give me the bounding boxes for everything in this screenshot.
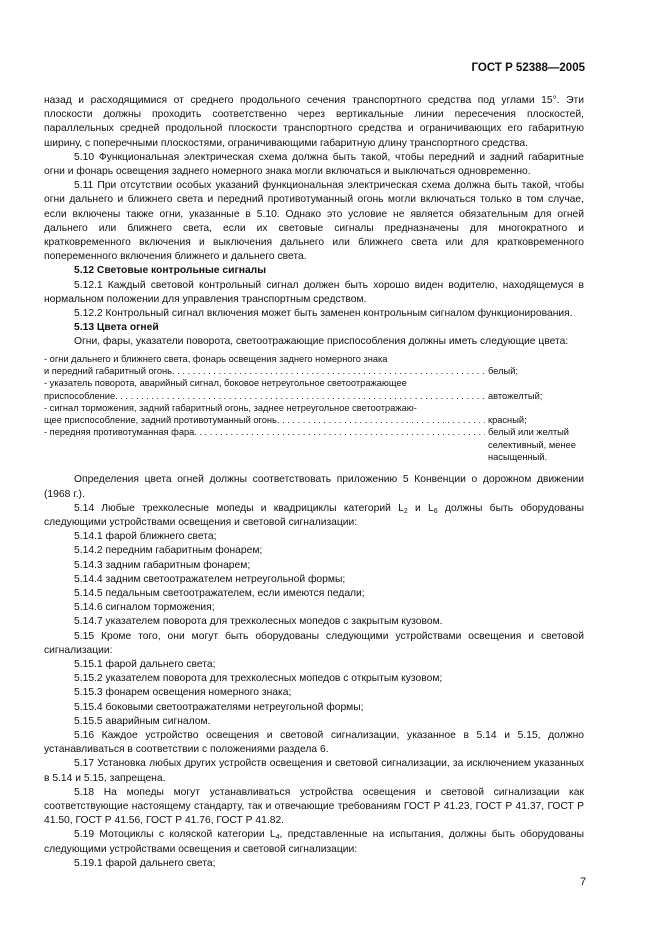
paragraph-5-13: Огни, фары, указатели поворота, светоотражающие приспособления должны иметь следующие цвета: xyxy=(74,336,569,348)
list-item: 5.14.6 сигналом торможения; xyxy=(74,602,215,614)
list-item-5-19-1: 5.19.1 фарой дальнего света; xyxy=(74,857,216,869)
color-list-value-line: селективный, менее xyxy=(488,439,576,450)
list-item: 5.15.3 фонарем освещения номерного знака; xyxy=(74,687,292,699)
color-list-label-line: - указатель поворота, аварийный сигнал, боковое нетреугольное светоотражающее xyxy=(44,378,407,389)
color-list-row xyxy=(44,426,584,463)
color-list-value-line: белый или желтый xyxy=(488,427,569,438)
paragraph-intro: назад и расходящимися от среднего продольного сечения транспортного средства под углами 15°. Эти плоскости должны проходить соответственно через вертикальные линии пересечения плоскостей, параллельных средней продольной плоскости транспортного средства и ограничивающих его габаритную ширину, с поперечными плоскостями, ограничивающими габаритную длину транспортного средства. xyxy=(44,95,584,149)
paragraph-5-14: 5.14 Любые трехколесные мопеды и квадрициклы категорий $L_2$ и $L_6$ должны быть оборудованы следующими устройствами освещения и световой сигнализации: xyxy=(44,502,584,528)
color-list-value-spacer xyxy=(488,402,584,414)
color-list-value-spacer xyxy=(488,353,584,365)
color-list-value-line: насыщенный. xyxy=(488,452,548,463)
color-list-label-line xyxy=(44,390,485,402)
list-item: 5.15.5 аварийным сигналом. xyxy=(74,715,211,727)
color-list-label-text: и передний габаритный огонь xyxy=(44,365,173,376)
dot-leader xyxy=(277,414,485,426)
paragraph-color-definitions: Определения цвета огней должны соответствовать приложению 5 Конвенции о дорожном движении (1968 г.). xyxy=(44,474,584,500)
color-list-row xyxy=(44,402,584,427)
color-list-value xyxy=(485,377,584,402)
page-number: 7 xyxy=(580,876,587,888)
paragraph-5-12-2: 5.12.2 Контрольный сигнал включения может быть заменен контрольным сигналом функционирования. xyxy=(74,308,573,320)
paragraph-5-18: 5.18 На мопеды могут устанавливаться устройства освещения и световой сигнализации как соответствующие настоящему стандарту, так и отвечающие требованиям ГОСТ Р 41.23, ГОСТ Р 41.37, ГОСТ Р 41.50, ГОСТ Р 41.56, ГОСТ Р 41.76, ГОСТ Р 41.82. xyxy=(44,786,584,827)
color-list-value-line: красный; xyxy=(488,415,527,426)
paragraph-5-16: 5.16 Каждое устройство освещения и световой сигнализации, указанное в 5.14 и 5.15, должно устанавливаться в соответствии с положениями раздела 6. xyxy=(44,729,584,756)
equipment-list-5-15 xyxy=(44,658,584,729)
list-item: 5.14.1 фарой ближнего света; xyxy=(74,531,217,543)
light-color-list xyxy=(44,353,584,464)
paragraph-5-10: 5.10 Функциональная электрическая схема должна быть такой, чтобы передний и задний габаритные огни и фонарь освещения заднего номерного знака могли включаться и выключаться одновременно. xyxy=(44,151,584,178)
dot-leader xyxy=(194,426,485,438)
section-heading-5-13: 5.13 Цвета огней xyxy=(74,322,159,334)
color-list-value xyxy=(485,402,584,427)
color-list-value xyxy=(485,426,584,463)
section-heading-5-12: 5.12 Световые контрольные сигналы xyxy=(74,265,267,277)
list-item: 5.14.4 задним светоотражателем нетреугольной формы; xyxy=(74,573,346,585)
dot-leader xyxy=(172,365,485,377)
color-list-label-text: - передняя противотуманная фара xyxy=(44,427,195,438)
color-list-label-line: - огни дальнего и ближнего света, фонарь освещения заднего номерного знака xyxy=(44,353,388,364)
color-list-label xyxy=(44,377,485,402)
color-list-value-line: белый; xyxy=(488,365,518,376)
color-list-value xyxy=(485,353,584,378)
color-list-label-text: щее приспособление, задний противотуманный огонь xyxy=(44,415,277,426)
list-item: 5.15.1 фарой дальнего света; xyxy=(74,658,216,670)
list-item: 5.15.2 указателем поворота для трехколесных мопедов с открытым кузовом; xyxy=(74,673,443,685)
paragraph-5-11: 5.11 При отсутствии особых указаний функциональная электрическая схема должна быть такой, чтобы огни дальнего и ближнего света и передний противотуманный огонь могли включаться только в том случае, если включены также огни, указанные в 5.10. Однако это условие не является обязательным для огней дальнего или ближнего света, если их световые сигналы предназначены для многократного и кратковременного включения и выключения дальнего или ближнего света или для кратковременного попеременного включения ближнего и дальнего света. xyxy=(44,180,584,263)
color-list-label-line xyxy=(44,365,485,377)
list-item: 5.14.7 указателем поворота для трехколесных мопедов с закрытым кузовом. xyxy=(74,616,443,628)
paragraph-5-12-1: 5.12.1 Каждый световой контрольный сигнал должен быть хорошо виден водителю, находящемуся в нормальном положении для управления транспортным средством. xyxy=(44,279,584,305)
color-list-label xyxy=(44,402,485,427)
color-list-label-text: приспособление xyxy=(44,390,116,401)
paragraph-5-17: 5.17 Установка любых других устройств освещения и световой сигнализации, за исключением указанных в 5.14 и 5.15, запрещена. xyxy=(44,758,584,784)
document-id-header: ГОСТ Р 52388—2005 xyxy=(471,62,585,74)
color-list-label xyxy=(44,426,485,463)
color-list-row xyxy=(44,377,584,402)
paragraph-5-15: 5.15 Кроме того, они могут быть оборудованы следующими устройствами освещения и световой сигнализации: xyxy=(44,630,584,656)
list-item: 5.14.3 задним габаритным фонарем; xyxy=(74,559,251,571)
document-body xyxy=(44,94,584,871)
color-list-value-line: автожелтый; xyxy=(488,390,543,401)
paragraph-5-19: 5.19 Мотоциклы с коляской категории $L_4$, представленные на испытания, должны быть оборудованы следующими устройствами освещения и световой сигнализации: xyxy=(44,829,584,855)
list-item: 5.14.5 педальным светоотражателем, если имеются педали; xyxy=(74,587,365,599)
list-item: 5.15.4 боковыми светоотражателями нетреугольной формы; xyxy=(74,701,364,713)
color-list-label-line xyxy=(44,414,485,426)
color-list-row xyxy=(44,353,584,378)
dot-leader xyxy=(115,390,485,402)
equipment-list-5-14 xyxy=(44,530,584,629)
color-list-label xyxy=(44,353,485,378)
color-list-label-line xyxy=(44,426,485,438)
color-list-value-spacer xyxy=(488,377,584,389)
color-list-label-line: - сигнал торможения, задний габаритный огонь, заднее нетреугольное светоотражаю- xyxy=(44,402,417,413)
list-item: 5.14.2 передним габаритным фонарем; xyxy=(74,545,263,557)
